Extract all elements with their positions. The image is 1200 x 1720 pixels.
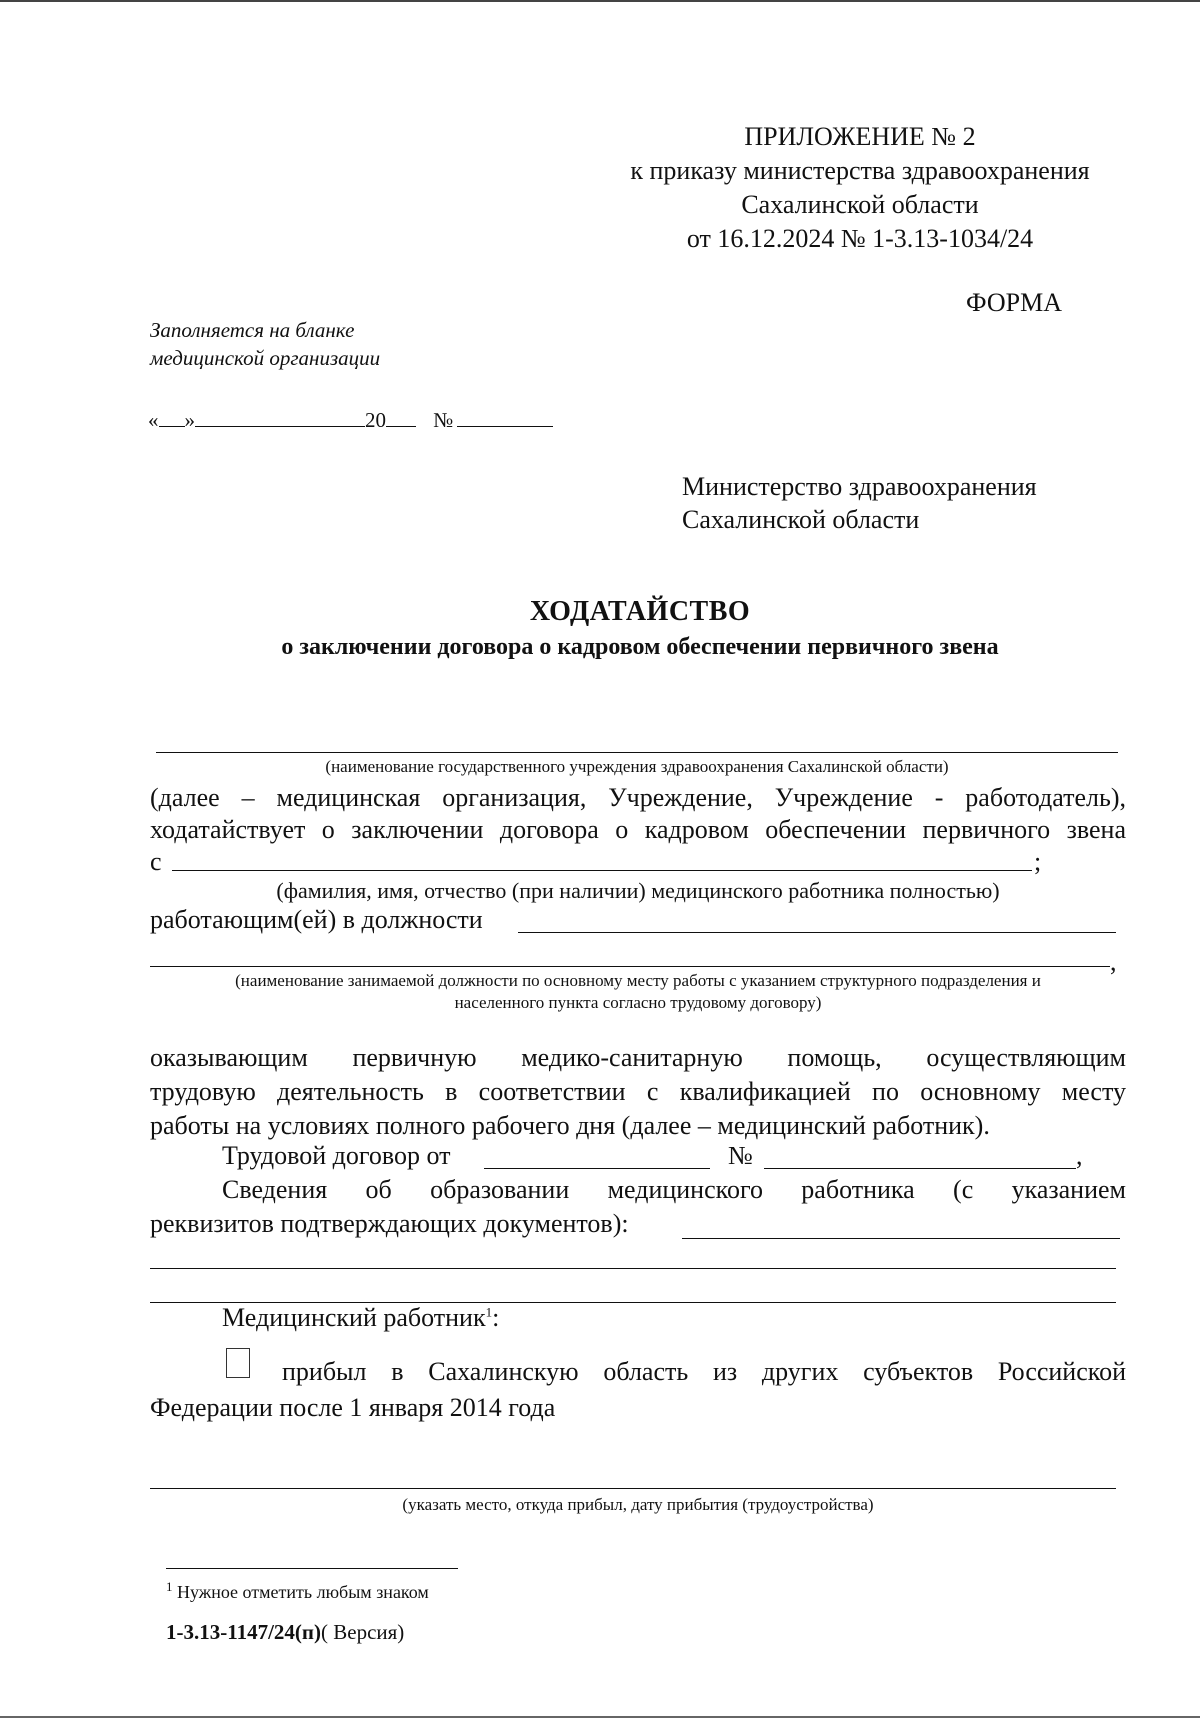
date-year-prefix: 20 xyxy=(365,408,386,432)
appendix-header xyxy=(580,120,1140,256)
checkbox-text-line2: Федерации после 1 января 2014 года xyxy=(150,1393,556,1422)
document-title: ХОДАТАЙСТВО xyxy=(529,596,751,627)
worker-fio-caption: (фамилия, имя, отчество (при наличии) медицинского работника полностью) xyxy=(276,878,1000,903)
fio-semicolon: ; xyxy=(1034,847,1042,876)
worker-fio-field[interactable] xyxy=(172,870,1032,871)
worker-colon: : xyxy=(492,1303,500,1332)
fill-note xyxy=(150,316,380,372)
para2-line3: работы на условиях полного рабочего дня (далее – медицинский работник). xyxy=(150,1111,990,1140)
appendix-region: Сахалинской области xyxy=(741,190,979,219)
date-close-quote: » xyxy=(184,408,195,432)
footnote-rule xyxy=(166,1568,458,1569)
form-label: ФОРМА xyxy=(966,288,1062,317)
footnote-text: Нужное отметить любым знаком xyxy=(177,1582,429,1602)
checkbox-text-line1: прибыл в Сахалинскую область из других субъектов Российской xyxy=(282,1357,1126,1386)
contract-date-field[interactable] xyxy=(484,1168,710,1169)
document-subtitle: о заключении договора о кадровом обеспечении первичного звена xyxy=(281,634,999,660)
contract-label: Трудовой договор от xyxy=(222,1141,451,1170)
org-name-caption: (наименование государственного учреждения здравоохранения Сахалинской области) xyxy=(325,757,949,776)
para2-line2: трудовую деятельность в соответствии с квалификацией по основному месту xyxy=(150,1077,1126,1106)
date-number-sign: № xyxy=(433,408,454,432)
outgoing-number-field[interactable] xyxy=(457,406,553,427)
document-number xyxy=(166,1620,404,1645)
date-month-field[interactable] xyxy=(195,406,365,427)
position-label: работающим(ей) в должности xyxy=(150,905,483,934)
scan-bottom-edge xyxy=(0,1716,1200,1718)
addressee-line1: Министерство здравоохранения xyxy=(682,472,1037,501)
position-comma: , xyxy=(1110,947,1117,976)
appendix-title: ПРИЛОЖЕНИЕ № 2 xyxy=(744,122,976,151)
fill-note-line2: медицинской организации xyxy=(150,346,381,370)
para1-line1: (далее – медицинская организация, Учреждение, Учреждение - работодатель), xyxy=(150,783,1126,812)
document-version: ( Версия) xyxy=(321,1620,405,1644)
arrival-caption: (указать место, откуда прибыл, дату прибытия (трудоустройства) xyxy=(402,1495,874,1514)
contract-number-sign: № xyxy=(728,1141,753,1170)
para1-line2: ходатайствует о заключении договора о кадровом обеспечении первичного звена xyxy=(150,815,1126,844)
footnote-mark: 1 xyxy=(166,1579,173,1594)
education-field-line2[interactable] xyxy=(150,1268,1116,1269)
position-caption-line2: населенного пункта согласно трудовому договору) xyxy=(454,993,822,1012)
org-name-field[interactable] xyxy=(156,752,1118,753)
scan-top-edge xyxy=(0,0,1200,2)
arrival-checkbox[interactable] xyxy=(226,1348,250,1378)
position-field-continued[interactable] xyxy=(150,966,1110,967)
contract-comma: , xyxy=(1076,1141,1083,1170)
date-year-field[interactable] xyxy=(386,406,416,427)
contract-number-field[interactable] xyxy=(764,1168,1076,1169)
document-number-code: 1-3.13-1147/24(п) xyxy=(166,1620,321,1644)
appendix-order-date: от 16.12.2024 № 1-3.13-1034/24 xyxy=(686,224,1034,253)
arrival-details-field[interactable] xyxy=(150,1488,1116,1489)
worker-label-row xyxy=(222,1302,499,1334)
addressee xyxy=(682,470,1037,536)
education-line2: реквизитов подтверждающих документов): xyxy=(150,1209,629,1238)
date-open-quote: « xyxy=(148,408,159,432)
date-day-field[interactable] xyxy=(159,406,185,427)
appendix-order-ref: к приказу министерства здравоохранения xyxy=(630,156,1090,185)
addressee-line2: Сахалинской области xyxy=(682,505,920,534)
worker-label: Медицинский работник xyxy=(222,1303,486,1332)
education-line1: Сведения об образовании медицинского работника (с указанием xyxy=(222,1175,1126,1204)
para2-line1: оказывающим первичную медико-санитарную помощь, осуществляющим xyxy=(150,1043,1126,1072)
footnote xyxy=(166,1579,429,1603)
worker-footnote-mark: 1 xyxy=(485,1304,493,1320)
fill-note-line1: Заполняется на бланке xyxy=(150,318,355,342)
education-field[interactable] xyxy=(682,1238,1120,1239)
position-field[interactable] xyxy=(518,932,1116,933)
para1-with: с xyxy=(150,847,162,876)
date-number-line xyxy=(148,406,553,433)
position-caption-line1: (наименование занимаемой должности по основному месту работы с указанием структурного подразделения и xyxy=(235,971,1041,990)
